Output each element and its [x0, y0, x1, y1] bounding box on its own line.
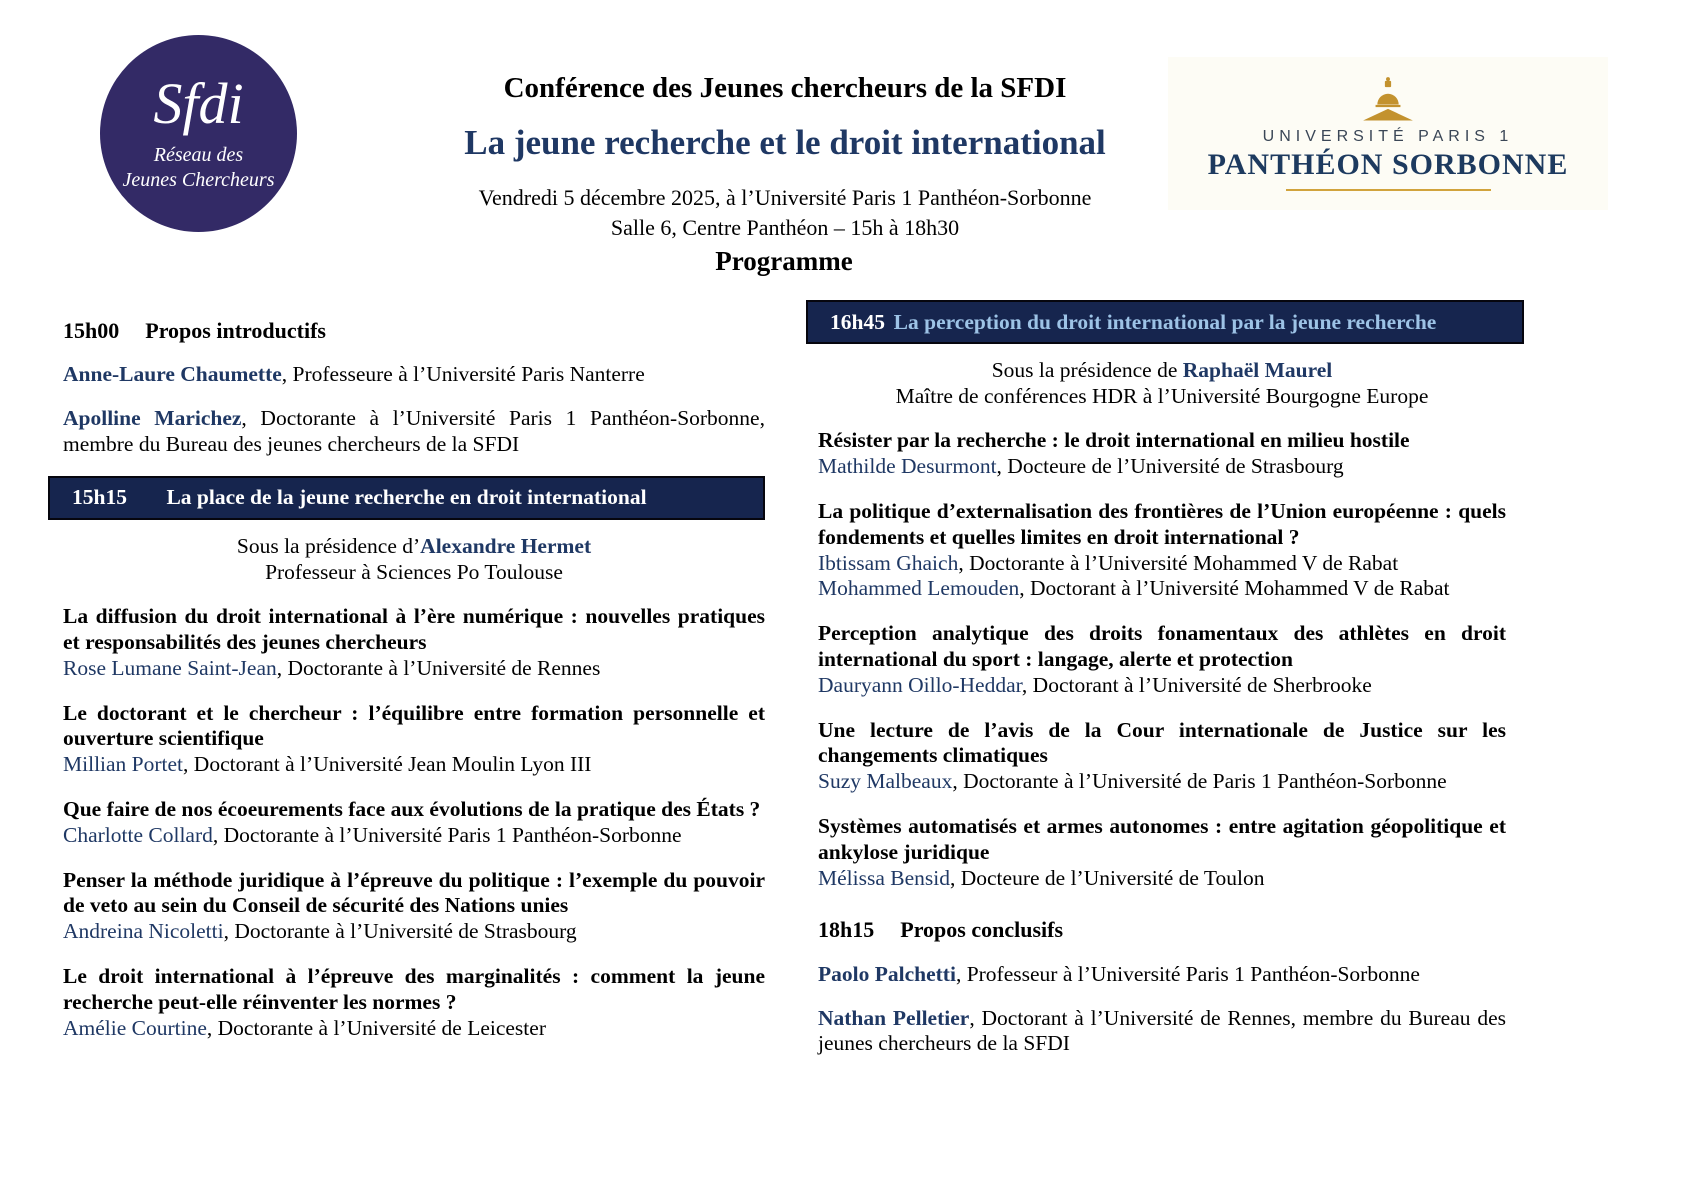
- speaker-role: , Doctorant à l’Université Mohammed V de Rabat: [1019, 576, 1450, 601]
- talk-entry: [818, 621, 1506, 698]
- talk-speaker: [63, 1016, 765, 1042]
- talk-entry: [818, 428, 1506, 480]
- chair-line: [818, 357, 1506, 383]
- talk-speaker: [63, 919, 765, 945]
- talk-speaker: [63, 656, 765, 682]
- talk-entry: [63, 604, 765, 681]
- right-column: [818, 300, 1506, 1057]
- intro-time: 15h00: [63, 318, 120, 343]
- speaker-role: , Doctorant à l’Université de Sherbrooke: [1021, 672, 1372, 697]
- session-title: La place de la jeune recherche en droit international: [166, 485, 647, 510]
- talk-entry: [818, 814, 1506, 891]
- speaker-role: , Doctorante à l’Université de Paris 1 Panthéon-Sorbonne: [952, 769, 1447, 794]
- talk-title: Perception analytique des droits fonamentaux des athlètes en droit international du sport : langage, alerte et protection: [818, 621, 1506, 672]
- session-banner-15h15: [48, 476, 765, 520]
- paris1-university-line: UNIVERSITÉ PARIS 1: [1262, 128, 1514, 145]
- talk-title: Une lecture de l’avis de la Cour internationale de Justice sur les changements climatiques: [818, 717, 1506, 768]
- speaker-name: Dauryann Oillo-Heddar: [818, 672, 1022, 697]
- talk-speaker: [818, 673, 1506, 699]
- session-banner-16h45: [806, 300, 1524, 344]
- speaker-role: , Docteure de l’Université de Strasbourg: [996, 454, 1344, 479]
- programme-heading: Programme: [715, 246, 853, 276]
- talk-title: Le doctorant et le chercheur : l’équilibre entre formation personnelle et ouverture scientifique: [63, 700, 765, 751]
- sfdi-logo-subtitle-line2: Jeunes Chercheurs: [122, 168, 275, 191]
- paris1-pantheon-line: PANTHÉON SORBONNE: [1207, 148, 1569, 181]
- chair-name: Alexandre Hermet: [420, 533, 592, 558]
- person-entry: [63, 406, 765, 458]
- chair-name: Raphaël Maurel: [1182, 358, 1333, 382]
- talk-speaker: [818, 576, 1506, 602]
- speaker-role: , Doctorante à l’Université Paris 1 Panthéon-Sorbonne: [212, 822, 682, 847]
- intro-heading: [63, 318, 765, 344]
- speaker-name: Mohammed Lemouden: [818, 576, 1020, 601]
- speaker-role: , Doctorant à l’Université Jean Moulin Lyon III: [183, 752, 592, 777]
- conclusion-label: Propos conclusifs: [900, 917, 1064, 943]
- talk-speaker: [818, 866, 1506, 892]
- talk-title: Penser la méthode juridique à l’épreuve du politique : l’exemple du pouvoir de veto au sein du Conseil de sécurité des Nations unies: [63, 867, 765, 918]
- left-column: [63, 318, 765, 1041]
- header: [365, 72, 1205, 242]
- person-role: , Professeure à l’Université Paris Nanterre: [281, 362, 645, 387]
- session-time: 16h45: [830, 309, 885, 334]
- person-role: , Doctorant à l’Université de Rennes, membre du Bureau des jeunes chercheurs de la SFDI: [818, 1005, 1506, 1056]
- person-role: , Professeur à l’Université Paris 1 Panthéon-Sorbonne: [955, 961, 1420, 986]
- talk-title: La politique d’externalisation des frontières de l’Union européenne : quels fondements et quelles limites en droit international ?: [818, 499, 1506, 549]
- person-name: Paolo Palchetti: [818, 961, 956, 986]
- talk-entry: [818, 499, 1506, 602]
- talk-speaker: [818, 551, 1506, 577]
- talk-speaker: [63, 752, 765, 778]
- speaker-role: , Doctorante à l’Université de Rennes: [276, 655, 601, 680]
- chair-prefix: Sous la présidence d’: [236, 533, 421, 558]
- talk-title: Le droit international à l’épreuve des marginalités : comment la jeune recherche peut-elle réinventer les normes ?: [63, 963, 765, 1014]
- speaker-role: , Doctorante à l’Université de Leicester: [206, 1015, 546, 1040]
- session-chair: [63, 533, 765, 585]
- talk-speaker: [818, 769, 1506, 795]
- speaker-name: Suzy Malbeaux: [818, 769, 953, 794]
- talk-title: La diffusion du droit international à l’ère numérique : nouvelles pratiques et responsabilités des jeunes chercheurs: [63, 604, 765, 655]
- speaker-role: , Doctorante à l’Université Mohammed V de Rabat: [958, 550, 1399, 575]
- conclusion-heading: [818, 917, 1506, 943]
- talk-speaker: [63, 823, 765, 849]
- sfdi-logo-title: Sfdi: [153, 70, 244, 136]
- pantheon-dome-icon: [1361, 76, 1415, 124]
- conference-date: Vendredi 5 décembre 2025, à l’Université Paris 1 Panthéon-Sorbonne: [478, 185, 1092, 210]
- speaker-name: Mathilde Desurmont: [818, 454, 997, 479]
- session-time: 15h15: [72, 485, 127, 510]
- talk-title: Systèmes automatisés et armes autonomes : entre agitation géopolitique et ankylose juridique: [818, 814, 1506, 864]
- person-name: Anne-Laure Chaumette: [63, 362, 282, 387]
- talk-entry: [818, 718, 1506, 795]
- chair-role: Professeur à Sciences Po Toulouse: [265, 560, 563, 584]
- person-role: , Doctorante à l’Université Paris 1 Panthéon-Sorbonne, membre du Bureau des jeunes chercheurs de la SFDI: [63, 406, 765, 456]
- conference-venue: Salle 6, Centre Panthéon – 15h à 18h30: [610, 214, 960, 240]
- person-entry: [818, 1006, 1506, 1058]
- speaker-name: Ibtissam Ghaich: [818, 550, 959, 575]
- speaker-name: Millian Portet: [63, 752, 184, 777]
- sfdi-logo: [100, 35, 297, 232]
- paris1-logo: [1168, 57, 1608, 210]
- talk-entry: [63, 797, 765, 849]
- speaker-name: Amélie Courtine: [63, 1015, 207, 1040]
- speaker-name: Charlotte Collard: [63, 822, 213, 847]
- talk-speaker: [818, 454, 1506, 480]
- talk-title: Que faire de nos écoeurements face aux évolutions de la pratique des États ?: [63, 797, 761, 821]
- person-entry: [63, 362, 765, 388]
- speaker-name: Andreina Nicoletti: [63, 919, 224, 944]
- intro-label: Propos introductifs: [145, 318, 326, 343]
- talk-entry: [63, 701, 765, 778]
- chair-prefix: Sous la présidence de: [991, 358, 1183, 382]
- chair-role: Maître de conférences HDR à l’Université Bourgogne Europe: [895, 384, 1429, 409]
- speaker-role: , Docteure de l’Université de Toulon: [949, 865, 1265, 890]
- conclusion-time: 18h15: [818, 917, 875, 943]
- paris1-gold-underline: [1286, 189, 1491, 191]
- person-name: Apolline Marichez: [63, 406, 242, 431]
- person-name: Nathan Pelletier: [818, 1005, 970, 1030]
- conference-title: La jeune recherche et le droit international: [464, 123, 1106, 162]
- talk-title: Résister par la recherche : le droit international en milieu hostile: [818, 428, 1410, 453]
- talk-entry: [63, 868, 765, 945]
- speaker-role: , Doctorante à l’Université de Strasbourg: [223, 919, 577, 944]
- person-entry: [818, 962, 1506, 988]
- speaker-name: Rose Lumane Saint-Jean: [63, 655, 277, 680]
- conference-supertitle: Conférence des Jeunes chercheurs de la SFDI: [503, 72, 1067, 104]
- chair-line: [63, 533, 765, 559]
- session-title: La perception du droit international par la jeune recherche: [893, 309, 1437, 334]
- sfdi-logo-subtitle-line1: Réseau des: [153, 143, 244, 166]
- session-chair: [818, 357, 1506, 409]
- speaker-name: Mélissa Bensid: [818, 865, 950, 890]
- talk-entry: [63, 964, 765, 1041]
